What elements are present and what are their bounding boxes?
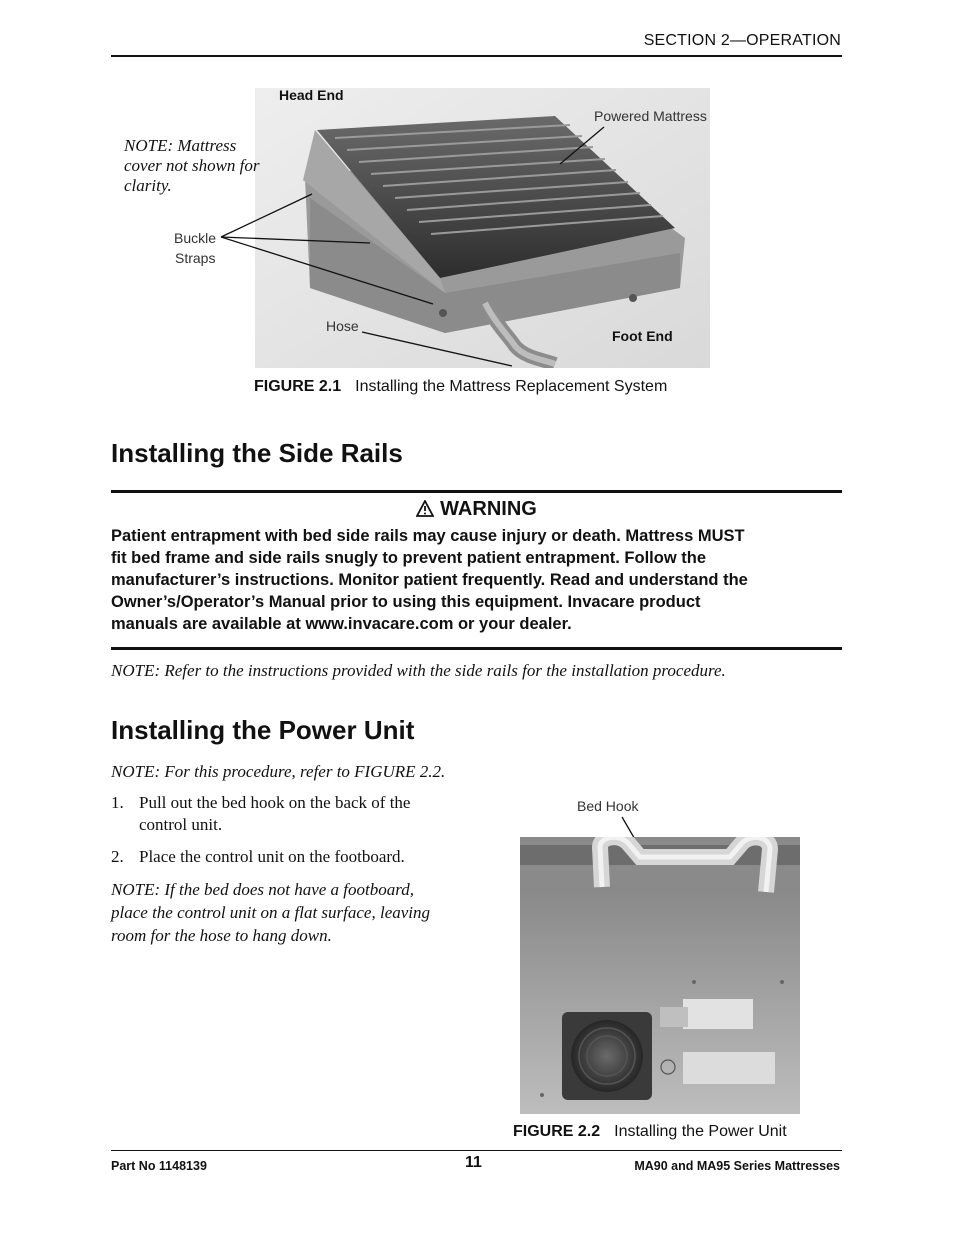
label-straps-line: Straps <box>175 250 216 266</box>
warning-title <box>111 498 842 523</box>
step-line: Place the control unit on the footboard. <box>139 847 405 866</box>
warning-label: WARNING <box>440 498 537 520</box>
power-unit-note-line: room for the hose to hang down. <box>111 926 332 945</box>
side-rails-note: NOTE: Refer to the instructions provided with the side rails for the installation procedure. <box>111 661 726 680</box>
footer-product: MA90 and MA95 Series Mattresses <box>634 1159 840 1173</box>
step-1 <box>111 792 481 838</box>
warning-triangle-icon <box>416 500 434 523</box>
power-unit-note-line: place the control unit on a flat surface, leaving <box>111 903 431 922</box>
figure2-caption-number: FIGURE 2.2 <box>513 1123 601 1140</box>
footer-page-number: 11 <box>465 1154 482 1171</box>
heading-side-rails: Installing the Side Rails <box>111 438 403 468</box>
figure1-note-line: NOTE: Mattress <box>124 136 237 155</box>
figure1-caption-number: FIGURE 2.1 <box>254 378 342 395</box>
step-number: 2. <box>111 847 124 866</box>
warning-body <box>111 525 842 635</box>
figure1-note-line: cover not shown for <box>124 156 260 175</box>
warning-top-rule <box>111 490 842 493</box>
figure1-callout-lines <box>0 0 954 400</box>
running-header: SECTION 2—OPERATION <box>643 32 841 49</box>
label-buckle-line: Buckle <box>174 230 217 246</box>
step-2 <box>111 846 481 870</box>
figure2-caption <box>513 1123 787 1141</box>
power-unit-note-line: NOTE: If the bed does not have a footboard, <box>111 880 414 899</box>
warning-line: Patient entrapment with bed side rails may cause injury or death. Mattress MUST <box>111 527 745 545</box>
step-number: 1. <box>111 793 124 812</box>
warning-line: manuals are available at www.invacare.com or your dealer. <box>111 615 572 633</box>
figure1-caption-text: Installing the Mattress Replacement System <box>355 378 668 395</box>
label-bed-hook: Bed Hook <box>577 798 639 814</box>
power-unit-note <box>111 878 430 947</box>
warning-line: Owner’s/Operator’s Manual prior to using this equipment. Invacare product <box>111 593 701 611</box>
warning-line: manufacturer’s instructions. Monitor patient frequently. Read and understand the <box>111 571 748 589</box>
label-hose: Hose <box>326 318 359 334</box>
figure1-note-line: clarity. <box>124 176 172 195</box>
label-foot-end: Foot End <box>612 328 673 344</box>
warning-line: fit bed frame and side rails snugly to prevent patient entrapment. Follow the <box>111 549 707 567</box>
warning-bottom-rule <box>111 647 842 650</box>
control-unit-photo <box>520 837 800 1114</box>
label-head-end: Head End <box>279 87 344 103</box>
step-line: Pull out the bed hook on the back of the <box>139 793 411 812</box>
label-powered-mattress: Powered Mattress <box>594 108 707 124</box>
footer-rule <box>111 1150 842 1151</box>
heading-power-unit: Installing the Power Unit <box>111 715 415 745</box>
figure2-caption-text: Installing the Power Unit <box>614 1123 787 1140</box>
figure1-caption <box>254 378 667 396</box>
power-unit-note-intro: NOTE: For this procedure, refer to FIGURE 2.2. <box>111 762 446 781</box>
step-line: control unit. <box>139 815 223 834</box>
footer-part-no: Part No 1148139 <box>111 1159 207 1173</box>
